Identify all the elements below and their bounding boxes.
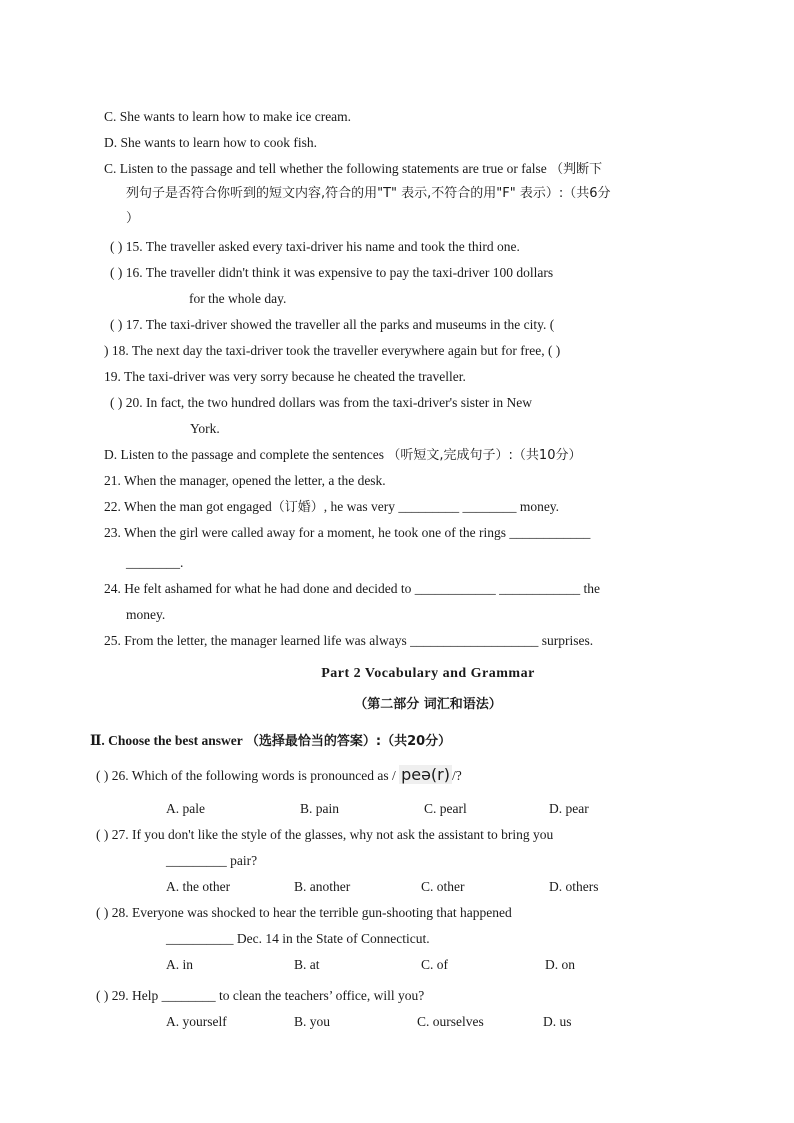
part2-title: Part 2 Vocabulary and Grammar: [321, 666, 535, 681]
question-24: 24. He felt ashamed for what he had done and decided to ____________ ____________ the: [104, 581, 601, 596]
section-d-title-cn: （听短文,完成句子）:（共10分）: [387, 448, 582, 463]
question-26-stem-end: /?: [451, 768, 462, 783]
q27-option-b: B. another: [294, 879, 351, 894]
question-28: ( ) 28. Everyone was shocked to hear the terrible gun-shooting that happened: [96, 905, 512, 920]
question-26-stem: ( ) 26. Which of the following words is pronounced as /: [96, 768, 396, 783]
question-27-cont: _________ pair?: [166, 853, 258, 868]
section-ii-title-cn: （选择最恰当的答案）:（共20分）: [245, 734, 452, 749]
q27-option-a: A. the other: [166, 879, 231, 894]
option-c: C. She wants to learn how to make ice cream.: [104, 109, 352, 124]
option-d: D. She wants to learn how to cook fish.: [104, 135, 317, 150]
question-20: ( ) 20. In fact, the two hundred dollars was from the taxi-driver's sister in New: [110, 395, 532, 410]
section-d-title-en: D. Listen to the passage and complete the sentences: [104, 447, 388, 462]
question-16-cont: for the whole day.: [189, 291, 287, 306]
question-24-cont: money.: [126, 607, 166, 622]
section-d-title: [104, 446, 581, 465]
question-23: 23. When the girl were called away for a moment, he took one of the rings ____________: [104, 525, 591, 540]
section-ii-title: [90, 732, 451, 751]
q26-option-d: D. pear: [549, 801, 589, 816]
section-c-title-line3: ）: [126, 211, 140, 226]
question-15: ( ) 15. The traveller asked every taxi-driver his name and took the third one.: [110, 239, 520, 254]
q29-option-b: B. you: [294, 1014, 331, 1029]
question-28-cont: __________ Dec. 14 in the State of Connecticut.: [166, 931, 430, 946]
q26-option-c: C. pearl: [424, 801, 467, 816]
question-29: ( ) 29. Help ________ to clean the teachers’ office, will you?: [96, 988, 425, 1003]
q27-option-c: C. other: [421, 879, 465, 894]
question-18: ) 18. The next day the taxi-driver took the traveller everywhere again but for free, ( ): [104, 343, 561, 358]
section-c-title-cn: （判断下: [550, 162, 603, 177]
question-22: [104, 498, 559, 517]
question-19: 19. The taxi-driver was very sorry because he cheated the traveller.: [104, 369, 466, 384]
q29-option-c: C. ourselves: [417, 1014, 484, 1029]
question-27: ( ) 27. If you don't like the style of the glasses, why not ask the assistant to bring you: [96, 827, 554, 842]
question-22-text: 22. When the man got engaged: [104, 499, 272, 514]
question-23-cont: ________.: [126, 555, 184, 570]
q28-option-b: B. at: [294, 957, 320, 972]
question-22-text-end: , he was very _________ ________ money.: [323, 499, 560, 514]
section-ii-title-en: Ⅱ. Choose the best answer: [90, 733, 246, 748]
q26-option-b: B. pain: [300, 801, 339, 816]
section-c-title-line2: 列句子是否符合你听到的短文内容,符合的用"T" 表示,不符合的用"F" 表示）:（共6分: [126, 186, 611, 201]
q26-option-a: A. pale: [166, 801, 205, 816]
q29-option-d: D. us: [543, 1014, 572, 1029]
question-20-cont: York.: [190, 421, 220, 436]
part2-subtitle: （第二部分 词汇和语法）: [354, 697, 502, 712]
question-16: ( ) 16. The traveller didn't think it was expensive to pay the taxi-driver 100 dollars: [110, 265, 554, 280]
q27-option-d: D. others: [549, 879, 599, 894]
question-25: 25. From the letter, the manager learned life was always ___________________ surprises.: [104, 633, 594, 648]
q28-option-c: C. of: [421, 957, 448, 972]
q29-option-a: A. yourself: [166, 1014, 227, 1029]
q28-option-a: A. in: [166, 957, 193, 972]
question-17: ( ) 17. The taxi-driver showed the traveller all the parks and museums in the city. (: [110, 317, 555, 332]
question-26: [96, 766, 462, 785]
section-c-title: [104, 160, 602, 179]
q28-option-d: D. on: [545, 957, 575, 972]
question-22-cn: （订婚）: [271, 500, 324, 515]
section-c-title-en: C. Listen to the passage and tell whether the following statements are true or false: [104, 161, 551, 176]
question-21: 21. When the manager, opened the letter, a the desk.: [104, 473, 386, 488]
ipa-symbol: peə(r): [401, 765, 450, 784]
